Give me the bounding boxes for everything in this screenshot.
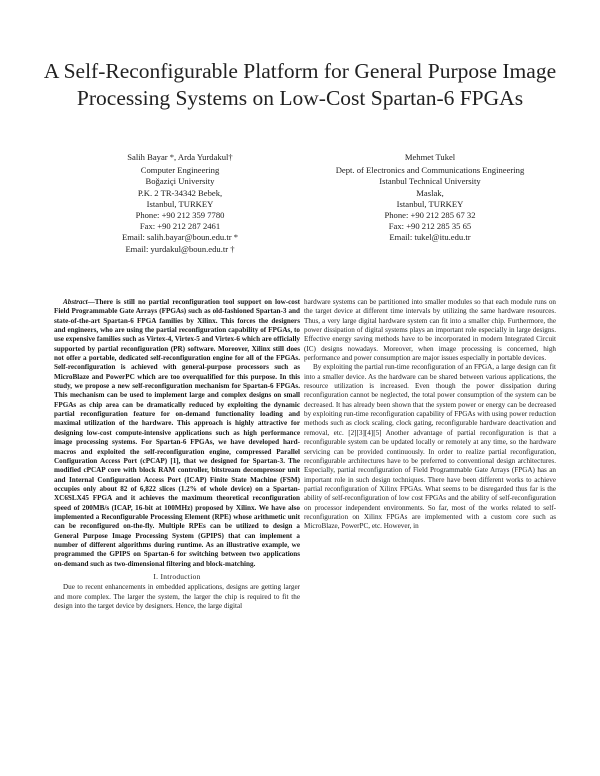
fax-line: Fax: +90 212 285 35 65 <box>388 221 472 232</box>
intro-paragraph: Due to recent enhancements in embedded applications, designs are getting larger and more complex. The larger the system, the larger the chip is required to fit the design into the target device by designers. Hence, the large digital <box>54 583 300 610</box>
affiliation-line: P.K. 2 TR-34342 Bebek, <box>137 187 223 198</box>
paper-title: A Self-Reconfigurable Platform for General Purpose Image Processing Systems on Low-Cost Spartan-6 FPGAs <box>43 59 557 110</box>
fax-line: Fax: +90 212 287 2461 <box>139 221 221 232</box>
right-column <box>304 298 556 532</box>
author-affiliation-right <box>300 152 560 244</box>
affiliation-line: Istanbul, TURKEY <box>396 198 464 209</box>
section-heading-introduction: I. Introduction <box>153 571 201 581</box>
affiliation-line: Computer Engineering <box>140 165 220 176</box>
body-paragraph: By exploiting the partial run-time reconfiguration of an FPGA, a large design can fit into a smaller device. As the hardware can be shared between various applications, the resource utilization is increased. Even though the power dissipation during reconfiguration cannot be neglected, the total power consumption of the system can be decreased. It has already been shown that the system power or energy can be decreased by exploiting run-time reconfiguration capability of FPGAs with using power reduction methods such as clock scaling, clock gating, reconfigurable hardware deactivation and removal, etc. [2][3][4][5] Another advantage of partial reconfiguration is that a reconfigurable system can be updated locally or remotely at any time, so the hardware servicing can be provided continuously. In order to realize partial reconfiguration, reconfigurable architectures have to be preferred to conventional design architectures. Especially, partial reconfiguration of Field Programmable Gate Arrays (FPGA) has an important role in such design techniques. There have been different works to achieve partial reconfiguration of Xilinx FPGAs. What seems to be disregarded thus far is the ability of self-reconfiguration of low cost FPGAs and the ability of self-reconfiguration on processor independent environments. So far, most of the works related to self-reconfiguration on Xilinx FPGAs are implemented with a custom core such as MicroBlaze, PowerPC, etc. However, in <box>304 363 556 531</box>
author-names: Mehmet Tukel <box>404 152 456 162</box>
affiliation-line: Boğaziçi University <box>145 176 215 187</box>
phone-line: Phone: +90 212 285 67 32 <box>384 210 476 221</box>
affiliation-line: Istanbul Technical University <box>379 176 481 187</box>
abstract <box>54 298 300 569</box>
abstract-label: Abstract <box>63 298 88 306</box>
abstract-text: —There is still no partial reconfiguration tool support on low-cost Field Programmable Gate Arrays (FPGAs) such as old-fashioned Spartan-3 and state-of-the-art Spartan-6 FPGA families by Xilinx. This forces the designers and engineers, who are using the partial reconfiguration capability of FPGAs, to use expensive families such as Virtex-4, Virtex-5 and Virtex-6 which are officially supported by partial reconfiguration (PR) software. Moreover, Xilinx still does not offer a portable, dedicated self-reconfiguration engine for all of the FPGAs. Self-reconfiguration is achieved with general-purpose processors such as MicroBlaze and PowerPC which are too overqualified for this purpose. In this study, we propose a new self-reconfiguration mechanism for Spartan-6 FPGAs. This mechanism can be used to implement large and complex designs on small FPGAs as chip area can be dramatically reduced by exploiting the dynamic partial reconfiguration feature for on-demand functionality loading and maximal utilization of the hardware. This approach is highly attractive for designing low-cost compute-intensive applications such as high performance image processing systems. For Spartan-6 FPGAs, we have developed hard-macros and exploited the self-reconfiguration engine, compressed Parallel Configuration Access Port (cPCAP) [1], that we designed for Spartan-3. The modified cPCAP core with block RAM controller, bitstream decompressor unit and Internal Configuration Access Port (ICAP) Finite State Machine (FSM) occupies only about 82 of 6,822 slices (1.2% of whole device) on a Spartan-XC6SLX45 FPGA and it achieves the maximum theoretical reconfiguration speed of 200MB/s (ICAP, 16-bit at 100MHz) proposed by Xilinx. We have also implemented a Reconfigurable Processing Element (RPE) whose arithmetic unit can be reconfigured on-the-fly. Multiple RPEs can be utilized to design a General Purpose Image Processing System (GPIPS) that can implement a number of different algorithms during runtime. As an illustrative example, we programmed the GPIPS on Spartan-6 for switching between two applications on-demand such as two-dimensional filtering and block-matching. <box>54 298 300 568</box>
affiliation-line: Dept. of Electronics and Communications Engineering <box>335 165 525 176</box>
affiliation-line: Maslak, <box>416 187 444 198</box>
affiliation-line: Istanbul, TURKEY <box>146 198 214 209</box>
email-line: Email: salih.bayar@boun.edu.tr * <box>121 232 239 243</box>
email-line: Email: tukel@itu.edu.tr <box>389 232 471 243</box>
phone-line: Phone: +90 212 359 7780 <box>135 210 225 221</box>
body-paragraph: hardware systems can be partitioned into smaller modules so that each module runs on the target device at different time intervals by utilizing the same hardware resources. Thus, a very large digital hardware system can fit into a smaller chip. Furthermore, the power dissipation of digital systems plays an important role especially in large designs. Effective energy saving methods have to be incorporated in modern Integrated Circuit (IC) designs nowadays. Moreover, when image processing is concerned, high performance and power consumption are major issues especially in portable devices. <box>304 298 556 363</box>
author-affiliation-left <box>60 152 300 255</box>
email-line: Email: yurdakul@boun.edu.tr † <box>125 243 235 254</box>
left-column <box>54 298 300 611</box>
author-names: Salih Bayar *, Arda Yurdakul† <box>127 152 233 162</box>
